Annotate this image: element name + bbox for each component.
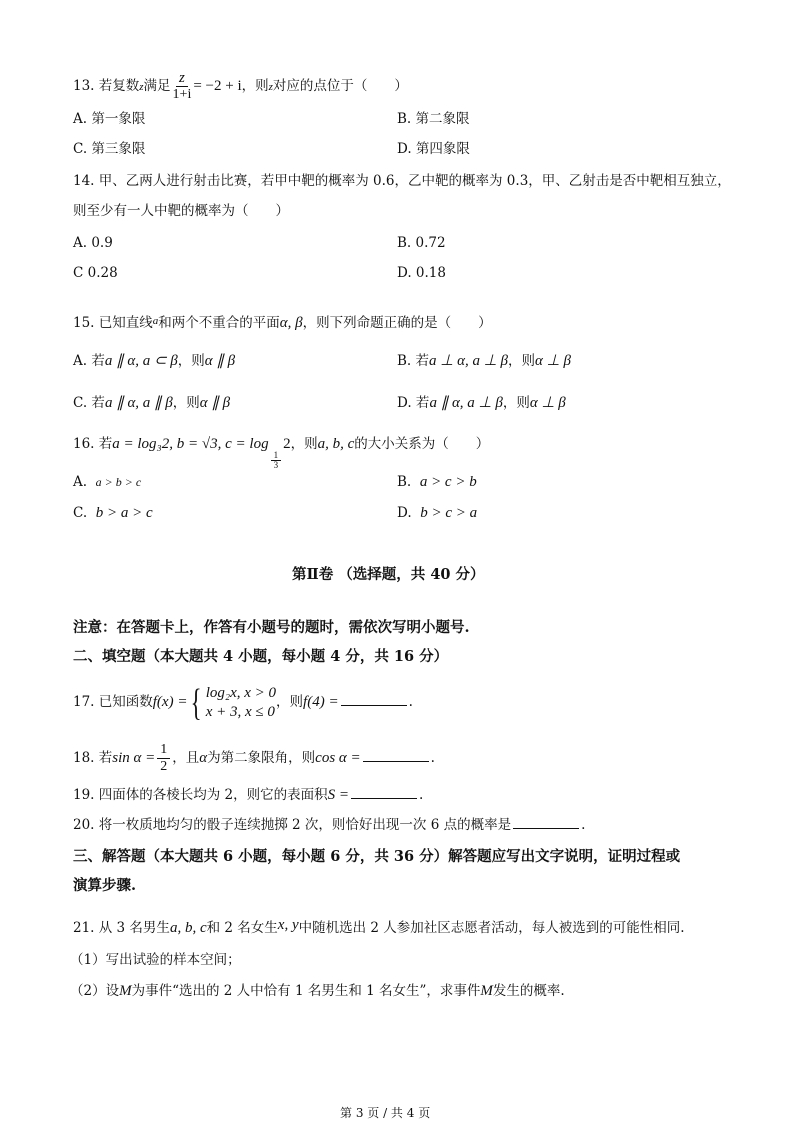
option-label: C. 若 bbox=[73, 395, 105, 411]
q21-text: 中随机选出 2 人参加社区志愿者活动，每人被选到的可能性相同. bbox=[298, 920, 685, 936]
q21-var: M bbox=[480, 983, 493, 999]
period: . bbox=[581, 817, 586, 833]
option-c bbox=[73, 504, 153, 522]
question-14-line1: 14. 甲、乙两人进行射击比赛，若甲中靶的概率为 0.6，乙中靶的概率为 0.3，甲、乙射击是否中靶相互独立， bbox=[73, 173, 731, 189]
q18-text: 18. 若 bbox=[73, 750, 113, 766]
q19-text: 19. 四面体的各棱长均为 2，则它的表面积 bbox=[73, 787, 328, 803]
q15-text: ，则下列命题正确的是（ ） bbox=[302, 315, 492, 331]
option-math: a ∥ α, a ⊥ β bbox=[429, 395, 503, 411]
option-text: ，则 bbox=[172, 395, 200, 411]
option-text: ，则 bbox=[502, 395, 530, 411]
section-3-heading: 三、解答题（本大题共 6 小题，每小题 6 分，共 36 分）解答题应写出文字说明，证明过程或 bbox=[73, 848, 681, 865]
question-18 bbox=[73, 740, 435, 776]
period: . bbox=[419, 787, 424, 803]
question-20 bbox=[73, 816, 585, 834]
option-math: b > c > a bbox=[420, 505, 478, 521]
fraction-denominator: 1+i bbox=[172, 87, 192, 102]
q13-text: 满足 bbox=[143, 78, 171, 94]
q19-var: S = bbox=[327, 787, 350, 803]
q21-text: 和 2 名女生 bbox=[206, 920, 278, 936]
q18-sin: sin α = bbox=[112, 750, 156, 766]
fraction-denominator: 2 bbox=[160, 759, 168, 774]
option-math: b > a > c bbox=[95, 505, 153, 521]
q21-text: 发生的概率. bbox=[492, 983, 565, 999]
answer-blank[interactable] bbox=[363, 749, 429, 762]
q16-expression: a = log₃2, b = √3, c = log bbox=[112, 436, 269, 452]
period: . bbox=[408, 694, 413, 710]
answer-blank[interactable] bbox=[513, 816, 579, 829]
option-label: A. bbox=[73, 474, 88, 490]
piecewise-function bbox=[187, 681, 277, 724]
fraction-numerator: z bbox=[176, 70, 188, 87]
q13-var: z bbox=[139, 81, 144, 93]
option-math: a ∥ α, a ∥ β bbox=[104, 395, 173, 411]
notice: 注意：在答题卡上，作答有小题号的题时，需依次写明小题号. bbox=[73, 619, 470, 636]
brace-icon: { bbox=[191, 681, 203, 724]
q20-text: 20. 将一枚质地均匀的骰子连续抛掷 2 次，则恰好出现一次 6 点的概率是 bbox=[73, 817, 512, 833]
option-d: D. 0.18 bbox=[397, 265, 446, 281]
question-14-line2: 则至少有一人中靶的概率为（ ） bbox=[73, 203, 289, 219]
option-c: C. 第三象限 bbox=[73, 141, 146, 157]
answer-blank[interactable] bbox=[351, 786, 417, 799]
q21-text: 为事件“选出的 2 人中恰有 1 名男生和 1 名女生”，求事件 bbox=[131, 983, 481, 999]
q21-part-2 bbox=[70, 982, 565, 1000]
fraction-numerator: 1 bbox=[271, 451, 282, 461]
option-a bbox=[73, 352, 235, 370]
question-16 bbox=[73, 435, 489, 470]
option-label: D. bbox=[397, 505, 412, 521]
q18-text: 为第二象限角，则 bbox=[207, 750, 316, 766]
option-math: a ∥ α, a ⊂ β bbox=[104, 353, 178, 369]
log-argument: 2 bbox=[283, 436, 291, 452]
q21-part-1: （1）写出试验的样本空间； bbox=[70, 952, 241, 968]
q16-vars: a, b, c bbox=[317, 436, 355, 452]
option-text: ，则 bbox=[508, 353, 535, 369]
q15-var: a bbox=[152, 315, 159, 327]
option-label: C. bbox=[73, 505, 88, 521]
option-d: D. 第四象限 bbox=[397, 141, 470, 157]
option-a: A. 第一象限 bbox=[73, 111, 146, 127]
q21-girls: x, y bbox=[277, 917, 299, 933]
option-math: a > b > c bbox=[95, 475, 142, 489]
answer-blank[interactable] bbox=[341, 693, 407, 706]
q15-text: 15. 已知直线 bbox=[73, 315, 153, 331]
q16-text: 16. 若 bbox=[73, 436, 113, 452]
case-2: x + 3, x ≤ 0 bbox=[205, 703, 275, 720]
q13-fraction bbox=[173, 70, 192, 103]
q21-boys: a, b, c bbox=[169, 920, 207, 936]
option-label: D. 若 bbox=[397, 395, 430, 411]
option-math: a ⊥ α, a ⊥ β bbox=[429, 353, 508, 369]
q18-fraction bbox=[157, 742, 170, 775]
option-text: ，则 bbox=[177, 353, 205, 369]
option-d bbox=[397, 394, 566, 412]
page-footer: 第 3 页 / 共 4 页 bbox=[340, 1106, 431, 1120]
option-b: B. 第二象限 bbox=[397, 111, 470, 127]
option-b bbox=[397, 352, 571, 370]
q17-text: 17. 已知函数 bbox=[73, 694, 153, 710]
period: . bbox=[430, 750, 435, 766]
q21-var: M bbox=[119, 983, 132, 999]
q17-expression: f(4) = bbox=[303, 694, 339, 710]
q13-text: 对应的点位于（ ） bbox=[272, 78, 408, 94]
q13-text: 13. 若复数 bbox=[73, 78, 140, 94]
q18-cos: cos α = bbox=[315, 750, 361, 766]
option-a bbox=[73, 473, 141, 491]
part2-title: 第Ⅱ卷 （选择题，共 40 分） bbox=[292, 566, 485, 583]
question-13 bbox=[73, 70, 408, 103]
q16-text: 的大小关系为（ ） bbox=[354, 436, 490, 452]
option-d bbox=[397, 504, 477, 522]
q15-planes: α, β bbox=[279, 315, 303, 331]
option-b bbox=[397, 473, 477, 491]
option-math: a > c > b bbox=[419, 474, 477, 490]
q21-text: （2）设 bbox=[70, 983, 120, 999]
option-c bbox=[73, 394, 230, 412]
question-15 bbox=[73, 312, 492, 332]
option-label: B. bbox=[397, 474, 412, 490]
option-c: C 0.28 bbox=[73, 265, 118, 281]
fraction-numerator: 1 bbox=[157, 742, 170, 759]
q13-text: ，则 bbox=[241, 78, 269, 94]
option-label: A. 若 bbox=[73, 353, 105, 369]
case-1: log₂x, x > 0 bbox=[205, 684, 277, 701]
cases bbox=[206, 684, 276, 722]
section-3-heading-cont: 演算步骤. bbox=[73, 877, 137, 894]
option-math: α ⊥ β bbox=[535, 353, 571, 369]
q18-text: ，且 bbox=[172, 750, 200, 766]
q17-text: ，则 bbox=[276, 694, 304, 710]
q16-text: ，则 bbox=[290, 436, 318, 452]
option-label: B. 若 bbox=[397, 353, 430, 369]
question-17 bbox=[73, 682, 413, 722]
option-math: α ∥ β bbox=[204, 353, 236, 369]
question-19 bbox=[73, 786, 423, 804]
q17-function: f(x) = bbox=[152, 694, 188, 710]
question-21 bbox=[73, 916, 685, 937]
option-a: A. 0.9 bbox=[73, 235, 113, 251]
section-2-heading: 二、填空题（本大题共 4 小题，每小题 4 分，共 16 分） bbox=[73, 648, 449, 665]
fraction-denominator: 3 bbox=[273, 460, 279, 470]
option-math: α ⊥ β bbox=[529, 395, 566, 411]
q15-text: 和两个不重合的平面 bbox=[158, 315, 280, 331]
q21-text: 21. 从 3 名男生 bbox=[73, 920, 170, 936]
q18-var: α bbox=[199, 750, 208, 766]
option-b: B. 0.72 bbox=[397, 235, 446, 251]
q13-var: z bbox=[268, 81, 273, 93]
option-math: α ∥ β bbox=[199, 395, 231, 411]
q13-equation: = −2 + i bbox=[193, 78, 242, 94]
log-base-fraction bbox=[271, 451, 282, 470]
